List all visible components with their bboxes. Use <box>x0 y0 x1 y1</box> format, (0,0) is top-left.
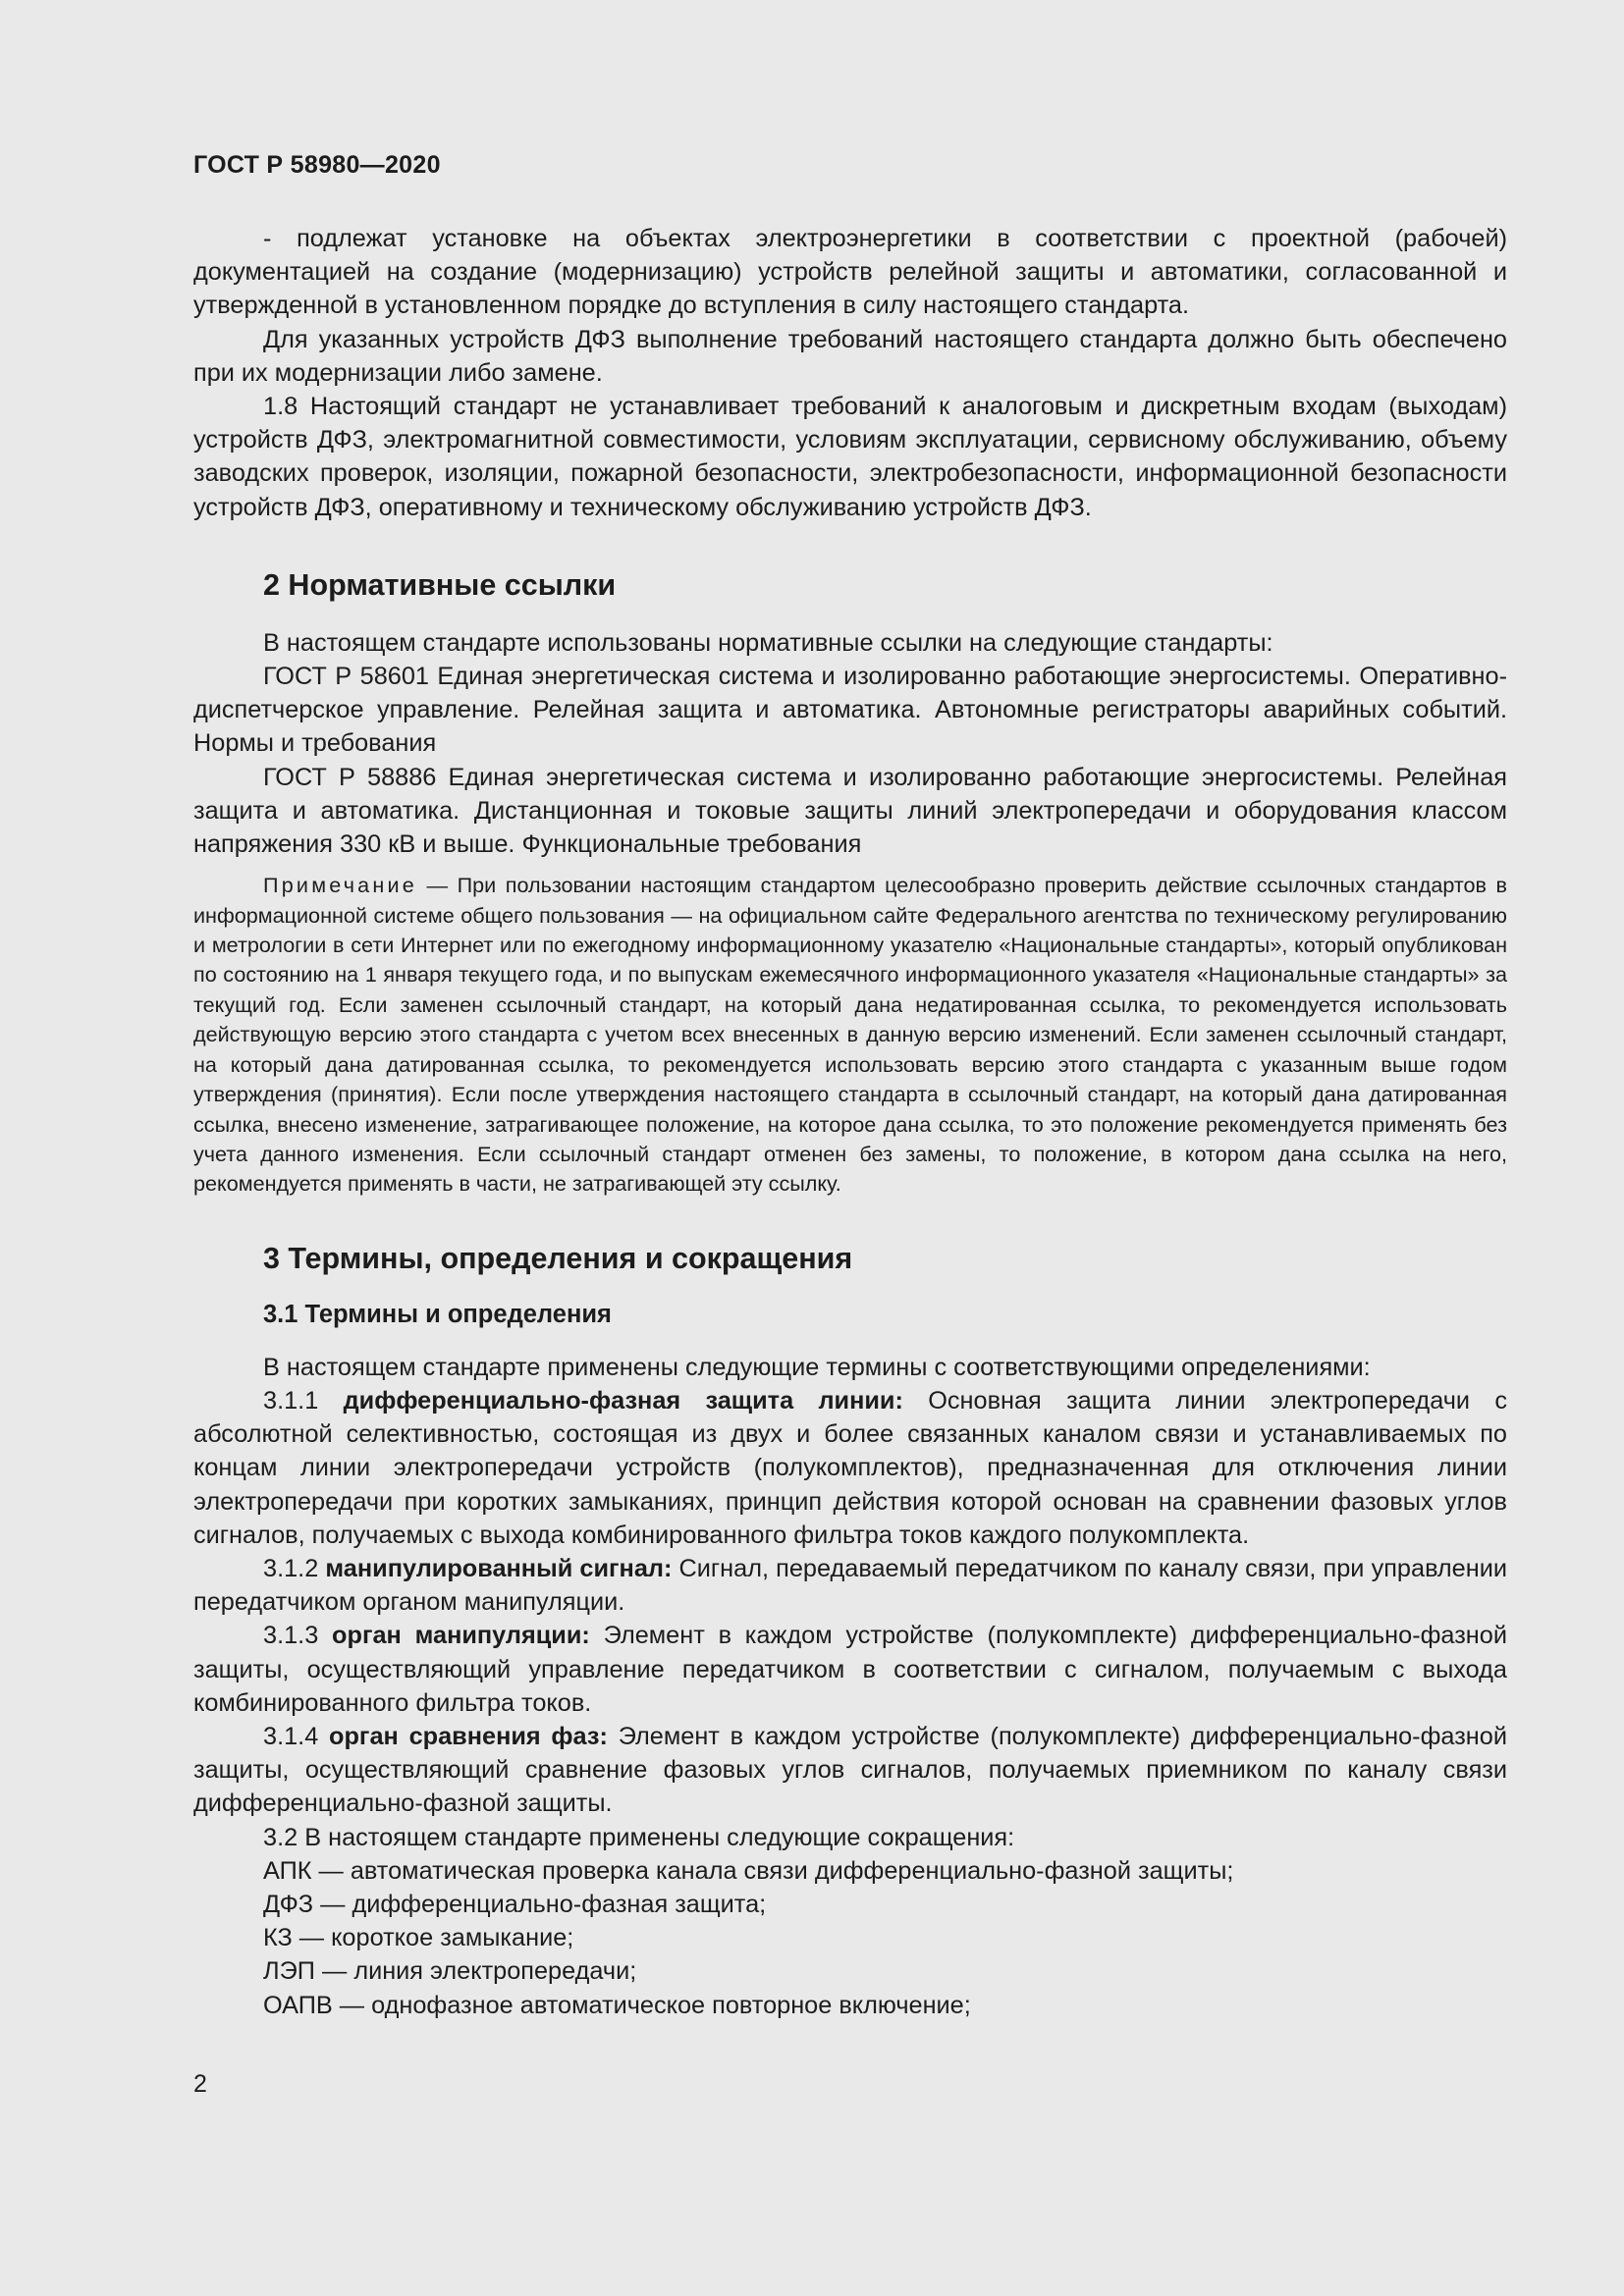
term-number: 3.1.1 <box>263 1386 344 1415</box>
section-2-intro: В настоящем стандарте использованы нормативные ссылки на следующие стандарты: <box>263 628 1273 657</box>
term-number: 3.1.3 <box>263 1622 333 1650</box>
paragraph-installation-condition: - подлежат установке на объектах электроэнергетики в соответствии с проектной (рабочей) документацией на создание (модернизацию) устройств релейной защиты и автоматики, согласованной и утвержденной в установленном порядке до вступления в силу настоящего стандарта. <box>193 225 1507 320</box>
term-definition <box>193 1384 1507 1552</box>
abbreviation-item: ДФЗ — дифференциально-фазная защита; <box>263 1890 767 1918</box>
abbreviations-intro: 3.2 В настоящем стандарте применены следующие сокращения: <box>263 1823 1015 1851</box>
paragraph-modernization: Для указанных устройств ДФЗ выполнение требований настоящего стандарта должно быть обеспечено при их модернизации либо замене. <box>193 325 1507 387</box>
abbreviations-list <box>193 1821 1507 2022</box>
term-number: 3.1.4 <box>263 1722 330 1750</box>
term-description: Элемент в каждом устройстве (полукомплекте) дифференциально-фазной защиты, осуществляющий сравнение фазовых углов сигналов, получаемых приемником по каналу связи дифференциально-фазной защиты. <box>193 1722 1507 1818</box>
term-definition <box>193 1552 1507 1619</box>
page-number: 2 <box>193 2070 207 2098</box>
note-text: — При пользовании настоящим стандартом целесообразно проверить действие ссылочных стандартов в информационной системе общего пользования — на официальном сайте Федерального агентства по техническому регулированию и метрологии в сети Интернет или по ежегодному информационному указателю «Национальные стандарты», который опубликован по состоянию на 1 января текущего года, и по выпускам ежемесячного информационного указателя «Национальные стандарты» за текущий год. Если заменен ссылочный стандарт, на который дана недатированная ссылка, то рекомендуется использовать действующую версию этого стандарта с учетом всех внесенных в данную версию изменений. Если заменен ссылочный стандарт, на который дана датированная ссылка, то рекомендуется использовать версию этого стандарта с указанным выше годом утверждения (принятия). Если после утверждения настоящего стандарта в ссылочный стандарт, на который дана датированная ссылка, внесено изменение, затрагивающее положение, на которое дана ссылка, то это положение рекомендуется применять без учета данного изменения. Если ссылочный стандарт отменен без замены, то положение, в котором дана ссылка на него, рекомендуется применять в части, не затрагивающей эту ссылку. <box>193 873 1507 1197</box>
term-description: Сигнал, передаваемый передатчиком по каналу связи, при управлении передатчиком органом манипуляции. <box>193 1554 1507 1617</box>
term-definition <box>193 1720 1507 1821</box>
section-2-heading: 2 Нормативные ссылки <box>263 567 617 602</box>
abbreviation-item: АПК — автоматическая проверка канала связи дифференциально-фазной защиты; <box>263 1856 1234 1885</box>
term-name: орган манипуляции: <box>332 1622 590 1650</box>
abbreviation-item: ОАПВ — однофазное автоматическое повторное включение; <box>263 1991 971 2019</box>
paragraph-1-8: 1.8 Настоящий стандарт не устанавливает требований к аналоговым и дискретным входам (выходам) устройств ДФЗ, электромагнитной совместимости, условиям эксплуатации, сервисному обслуживанию, объему заводских проверок, изоляции, пожарной безопасности, электробезопасности, информационной безопасности устройств ДФЗ, оперативному и техническому обслуживанию устройств ДФЗ. <box>193 393 1507 521</box>
page-content <box>193 222 1507 2022</box>
note-label: Примечание <box>263 873 417 898</box>
term-name: дифференциально-фазная защита линии: <box>343 1386 903 1415</box>
term-description: Основная защита линии электропередачи с абсолютной селективностью, состоящая из двух и более связанных каналом связи и устанавливаемых по концам линии электропередачи устройств (полукомплектов), предназначенная для отключения линии электропередачи при коротких замыканиях, принцип действия которой основан на сравнении фазовых углов сигналов, получаемых с выхода комбинированного фильтра токов каждого полукомплекта. <box>193 1386 1507 1549</box>
document-code-header: ГОСТ Р 58980—2020 <box>193 151 441 179</box>
section-3-1-heading: 3.1 Термины и определения <box>263 1300 612 1328</box>
normative-reference-item: ГОСТ Р 58601 Единая энергетическая система и изолированно работающие энергосистемы. Оперативно-диспетчерское управление. Релейная защита и автоматика. Автономные регистраторы аварийных событий. Нормы и требования <box>193 663 1507 758</box>
abbreviation-item: КЗ — короткое замыкание; <box>263 1924 574 1952</box>
section-3-heading: 3 Термины, определения и сокращения <box>263 1241 853 1275</box>
abbreviation-item: ЛЭП — линия электропередачи; <box>263 1957 637 1986</box>
term-name: орган сравнения фаз: <box>329 1722 608 1750</box>
section-3-1-intro: В настоящем стандарте применены следующие термины с соответствующими определениями: <box>263 1353 1371 1381</box>
term-description: Элемент в каждом устройстве (полукомплекте) дифференциально-фазной защиты, осуществляющий управление передатчиком в соответствии с сигналом, получаемым с выхода комбинированного фильтра токов. <box>193 1622 1507 1717</box>
reference-note <box>193 871 1507 1199</box>
normative-reference-item: ГОСТ Р 58886 Единая энергетическая система и изолированно работающие энергосистемы. Релейная защита и автоматика. Дистанционная и токовые защиты линий электропередачи и оборудования классом напряжения 330 кВ и выше. Функциональные требования <box>193 763 1507 859</box>
term-definition <box>193 1619 1507 1720</box>
term-name: манипулированный сигнал: <box>325 1554 673 1582</box>
term-number: 3.1.2 <box>263 1554 326 1582</box>
